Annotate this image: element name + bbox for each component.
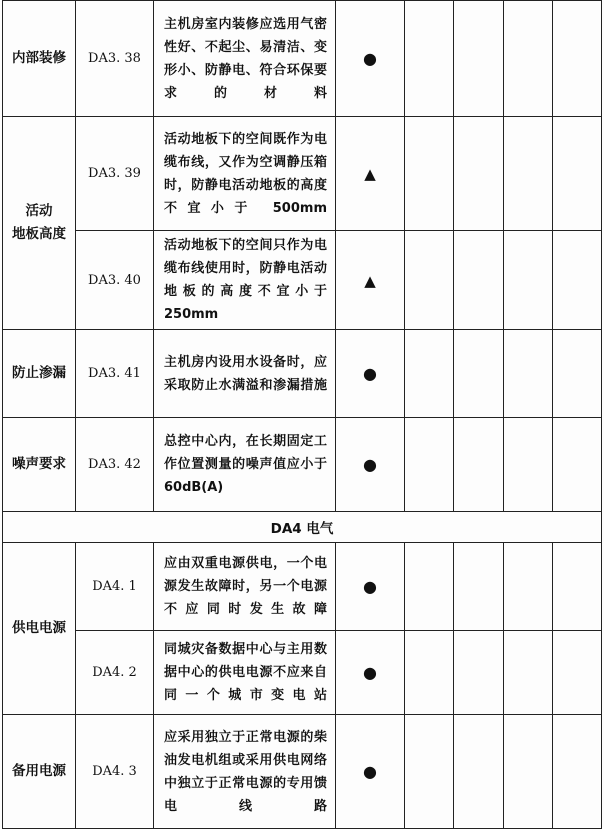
blank-cell (553, 543, 602, 631)
filled-circle-icon: ● (336, 631, 405, 715)
triangle-mark: ▲ (364, 165, 376, 183)
blank-cell (454, 231, 504, 330)
blank-cell (504, 117, 553, 231)
filled-circle-icon: ● (336, 715, 405, 829)
blank-cell (504, 330, 553, 418)
requirement-cell: 主机房室内装修应选用气密性好、不起尘、易清洁、变形小、防静电、符合环保要求的材料 (154, 1, 336, 117)
blank-cell (454, 418, 504, 512)
requirement-cell: 活动地板下的空间只作为电缆布线使用时，防静电活动地板的高度不宜小于 250mm (154, 231, 336, 330)
table-row (3, 715, 602, 829)
filled-circle-icon: ● (336, 418, 405, 512)
code-cell: DA4. 1 (76, 543, 154, 631)
code-cell: DA3. 41 (76, 330, 154, 418)
requirement-cell: 同城灾备数据中心与主用数据中心的供电电源不应来自同一个城市变电站 (154, 631, 336, 715)
blank-cell (405, 330, 454, 418)
table-row (3, 330, 602, 418)
blank-cell (504, 715, 553, 829)
triangle-icon (336, 231, 405, 330)
requirements-table (2, 0, 602, 829)
category-cell: 备用电源 (3, 715, 76, 829)
blank-cell (504, 543, 553, 631)
category-cell (3, 117, 76, 330)
blank-cell (553, 715, 602, 829)
triangle-icon (336, 117, 405, 231)
blank-cell (553, 631, 602, 715)
triangle-mark: ▲ (364, 271, 376, 290)
blank-cell (454, 117, 504, 231)
code-cell: DA3. 40 (76, 231, 154, 330)
requirement-cell: 应采用独立于正常电源的柴油发电机组或采用供电网络中独立于正常电源的专用馈电线路 (154, 715, 336, 829)
filled-circle-icon: ● (336, 543, 405, 631)
table-row (3, 231, 602, 330)
blank-cell (454, 1, 504, 117)
blank-cell (454, 543, 504, 631)
code-cell: DA4. 3 (76, 715, 154, 829)
category-label: 活动 地板高度 (12, 203, 66, 242)
category-cell: 噪声要求 (3, 418, 76, 512)
blank-cell (405, 631, 454, 715)
blank-cell (504, 231, 553, 330)
filled-circle-icon: ● (336, 1, 405, 117)
category-cell: 供电电源 (3, 543, 76, 715)
blank-cell (553, 1, 602, 117)
blank-cell (454, 330, 504, 418)
blank-cell (405, 231, 454, 330)
filled-circle-icon: ● (336, 330, 405, 418)
table-row (3, 418, 602, 512)
category-cell: 内部装修 (3, 1, 76, 117)
blank-cell (405, 117, 454, 231)
blank-cell (553, 418, 602, 512)
blank-cell (553, 117, 602, 231)
code-cell: DA3. 42 (76, 418, 154, 512)
table-row (3, 117, 602, 231)
requirement-cell: 应由双重电源供电，一个电源发生故障时，另一个电源不应同时发生故障 (154, 543, 336, 631)
blank-cell (454, 715, 504, 829)
blank-cell (504, 418, 553, 512)
blank-cell (405, 543, 454, 631)
requirement-cell: 总控中心内，在长期固定工作位置测量的噪声值应小于 60dB(A) (154, 418, 336, 512)
category-cell: 防止渗漏 (3, 330, 76, 418)
table-row (3, 631, 602, 715)
blank-cell (504, 631, 553, 715)
table-row (3, 543, 602, 631)
code-cell: DA3. 39 (76, 117, 154, 231)
table-row (3, 1, 602, 117)
requirement-cell: 主机房内设用水设备时，应采取防止水满溢和渗漏措施 (154, 330, 336, 418)
blank-cell (553, 231, 602, 330)
blank-cell (553, 330, 602, 418)
blank-cell (405, 1, 454, 117)
blank-cell (405, 418, 454, 512)
code-cell: DA3. 38 (76, 1, 154, 117)
section-row (3, 512, 602, 543)
requirement-cell: 活动地板下的空间既作为电缆布线，又作为空调静压箱时，防静电活动地板的高度不宜小于 500mm (154, 117, 336, 231)
blank-cell (405, 715, 454, 829)
blank-cell (454, 631, 504, 715)
section-heading: DA4 电气 (3, 512, 602, 543)
blank-cell (504, 1, 553, 117)
code-cell: DA4. 2 (76, 631, 154, 715)
